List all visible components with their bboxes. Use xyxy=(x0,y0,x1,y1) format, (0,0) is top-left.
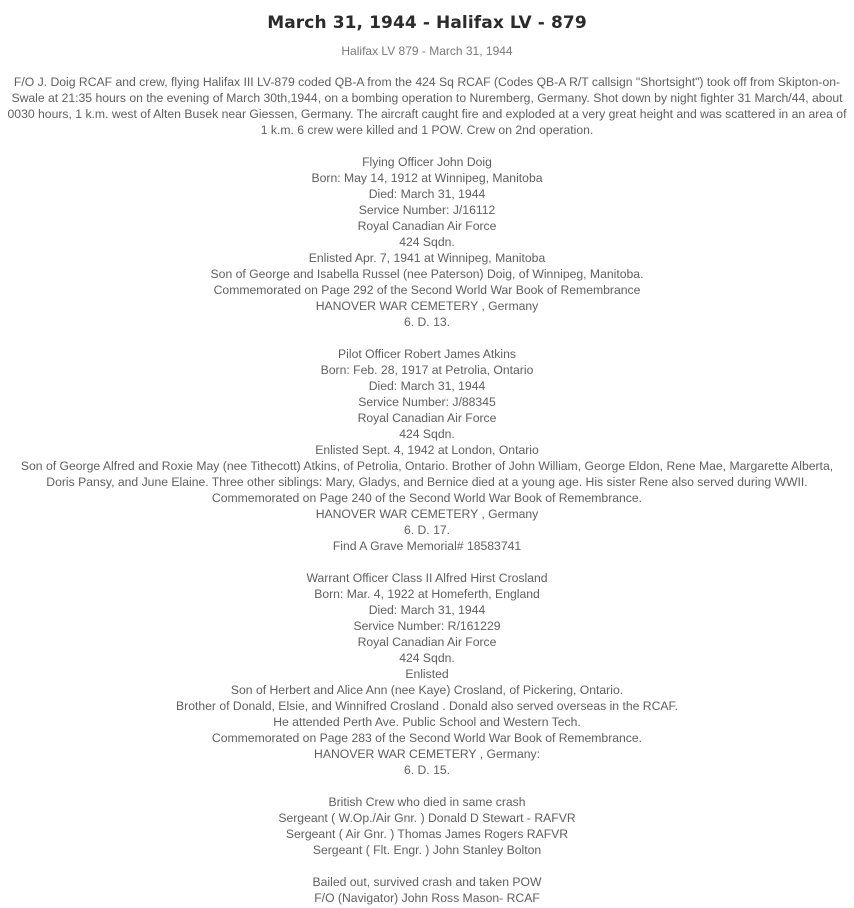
page-title: March 31, 1944 - Halifax LV - 879 xyxy=(267,13,587,33)
intro-paragraph: F/O J. Doig RCAF and crew, flying Halifax III LV-879 coded QB-A from the 424 Sq RCAF (Codes QB-A R/T callsign "Shortsight") took off from Skipton-on-Swale at 21:35 hours on the evening of March 30th,1944, on a bombing operation to Nuremberg, Germany. Shot down by night fighter 31 March/44, about 0030 hours, 1 k.m. west of Alten Busek near Giessen, Germany. The aircraft caught fire and exploded at a very great height and was scattered in an area of 1 k.m. 6 crew were killed and 1 POW. Crew on 2nd operation. xyxy=(7,75,847,137)
crew-grave: 6. D. 17. xyxy=(403,523,451,537)
british-crew-heading: British Crew who died in same crash xyxy=(328,795,526,809)
crew-family: Son of George Alfred and Roxie May (nee Tithecott) Atkins, of Petrolia, Ontario. Brother of John William, George Eldon, Rene Mae, Margarette Alberta, Doris Pansy, and June Elaine. Three other siblings: Mary, Gladys, and Bernice died at a young age. His sister Rene also served during WWII. xyxy=(20,459,834,489)
page-subtitle: Halifax LV 879 - March 31, 1944 xyxy=(341,44,513,58)
british-crew-stewart: Sergeant ( W.Op./Air Gnr. ) Donald D Stewart - RAFVR xyxy=(278,811,576,825)
crew-entry-atkins xyxy=(0,346,854,554)
crew-name: Flying Officer John Doig xyxy=(362,155,492,169)
british-crew-rogers: Sergeant ( Air Gnr. ) Thomas James Rogers RAFVR xyxy=(285,827,569,841)
crew-commemorated: Commemorated on Page 240 of the Second World War Book of Remembrance. xyxy=(211,491,643,505)
crew-commemorated: Commemorated on Page 283 of the Second World War Book of Remembrance. xyxy=(211,731,643,745)
crew-findagrave: Find A Grave Memorial# 18583741 xyxy=(332,539,522,553)
crew-died: Died: March 31, 1944 xyxy=(368,187,486,201)
crew-entry-doig xyxy=(0,154,854,330)
crew-enlisted: Enlisted Sept. 4, 1942 at London, Ontario xyxy=(315,443,539,457)
crew-force: Royal Canadian Air Force xyxy=(357,219,497,233)
crew-died: Died: March 31, 1944 xyxy=(368,603,486,617)
crew-family: Son of Herbert and Alice Ann (nee Kaye) Crosland, of Pickering, Ontario. xyxy=(230,683,624,697)
crew-born: Born: May 14, 1912 at Winnipeg, Manitoba xyxy=(311,171,543,185)
pow-section xyxy=(0,874,854,906)
crew-name: Pilot Officer Robert James Atkins xyxy=(338,347,516,361)
crew-service-number: Service Number: R/161229 xyxy=(353,619,501,633)
crew-service-number: Service Number: J/88345 xyxy=(358,395,496,409)
crew-enlisted: Enlisted xyxy=(405,667,449,681)
crew-grave: 6. D. 15. xyxy=(403,763,451,777)
crew-grave: 6. D. 13. xyxy=(403,315,451,329)
pow-mason: F/O (Navigator) John Ross Mason- RCAF xyxy=(314,891,540,905)
crew-force: Royal Canadian Air Force xyxy=(357,635,497,649)
crew-service-number: Service Number: J/16112 xyxy=(358,203,496,217)
crew-born: Born: Feb. 28, 1917 at Petrolia, Ontario xyxy=(320,363,534,377)
crew-cemetery: HANOVER WAR CEMETERY , Germany xyxy=(315,299,539,313)
british-crew-section xyxy=(0,794,854,858)
crew-commemorated: Commemorated on Page 292 of the Second World War Book of Remembrance xyxy=(213,283,641,297)
crew-enlisted: Enlisted Apr. 7, 1941 at Winnipeg, Manitoba xyxy=(308,251,546,265)
british-crew-bolton: Sergeant ( Flt. Engr. ) John Stanley Bolton xyxy=(312,843,542,857)
crew-squadron: 424 Sqdn. xyxy=(399,651,455,665)
crew-family: Son of George and Isabella Russel (nee Paterson) Doig, of Winnipeg, Manitoba. xyxy=(210,267,644,281)
crew-cemetery: HANOVER WAR CEMETERY , Germany: xyxy=(314,747,540,761)
crew-squadron: 424 Sqdn. xyxy=(399,427,455,441)
crew-squadron: 424 Sqdn. xyxy=(399,235,455,249)
crew-name: Warrant Officer Class II Alfred Hirst Crosland xyxy=(306,571,548,585)
crew-cemetery: HANOVER WAR CEMETERY , Germany xyxy=(315,507,539,521)
crew-died: Died: March 31, 1944 xyxy=(368,379,486,393)
crew-school: He attended Perth Ave. Public School and Western Tech. xyxy=(273,715,581,729)
crew-force: Royal Canadian Air Force xyxy=(357,411,497,425)
crew-entry-crosland xyxy=(0,570,854,778)
crew-siblings: Brother of Donald, Elsie, and Winnifred Crosland . Donald also served overseas in the RCAF. xyxy=(176,699,678,713)
crew-born: Born: Mar. 4, 1922 at Homeferth, England xyxy=(314,587,540,601)
pow-heading: Bailed out, survived crash and taken POW xyxy=(312,875,542,889)
